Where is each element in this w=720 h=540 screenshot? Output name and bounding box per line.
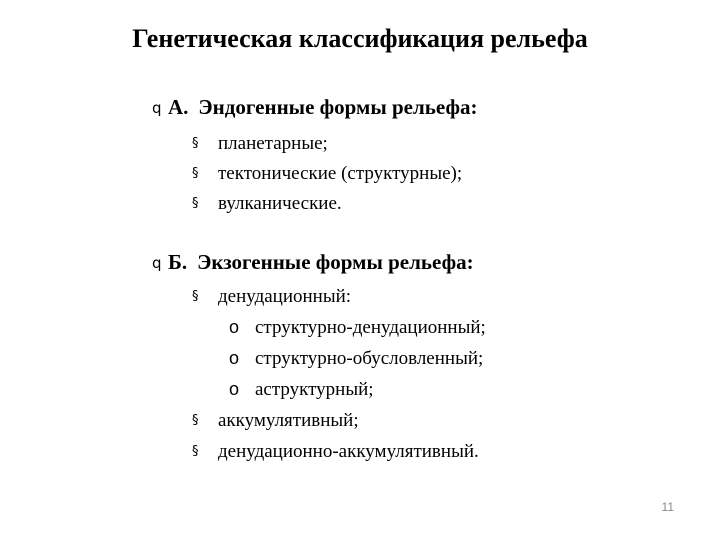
sub-list-item [229, 317, 486, 339]
sub-list-item-label: структурно-обусловленный; [255, 348, 484, 369]
list-item-label: денудационный: [218, 286, 352, 307]
circle-bullet-icon: o [229, 379, 240, 399]
sub-list-item [229, 379, 374, 401]
section-a-heading [152, 95, 477, 120]
page-number: 11 [661, 500, 674, 514]
sub-list-item [229, 348, 483, 370]
sub-list-item-label: структурно-денудационный; [255, 317, 486, 338]
list-item [192, 193, 342, 215]
list-item-label: вулканические. [218, 193, 342, 214]
section-b-letter: Б. [168, 250, 188, 274]
slide-title: Генетическая классификация рельефа [132, 24, 588, 53]
heading-bullet-icon: q [152, 99, 162, 117]
heading-bullet-icon: q [152, 254, 162, 272]
list-item [192, 441, 479, 463]
list-item-label: планетарные; [218, 133, 328, 154]
list-item [192, 133, 328, 155]
list-item [192, 286, 351, 308]
section-a-letter: А. [168, 95, 189, 119]
square-bullet-icon: § [192, 136, 199, 151]
section-a-title: Эндогенные формы рельефа: [198, 95, 478, 119]
square-bullet-icon: § [192, 289, 199, 304]
section-b-heading [152, 250, 474, 275]
square-bullet-icon: § [192, 444, 199, 459]
sub-list-item-label: аструктурный; [255, 379, 374, 400]
square-bullet-icon: § [192, 166, 199, 181]
list-item-label: аккумулятивный; [218, 410, 359, 431]
square-bullet-icon: § [192, 413, 199, 428]
list-item-label: тектонические (структурные); [218, 163, 463, 184]
list-item-label: денудационно-аккумулятивный. [218, 441, 479, 462]
circle-bullet-icon: o [229, 348, 240, 368]
list-item [192, 410, 359, 432]
circle-bullet-icon: o [229, 317, 240, 337]
square-bullet-icon: § [192, 196, 199, 211]
section-b-title: Экзогенные формы рельефа: [197, 250, 474, 274]
list-item [192, 163, 462, 185]
